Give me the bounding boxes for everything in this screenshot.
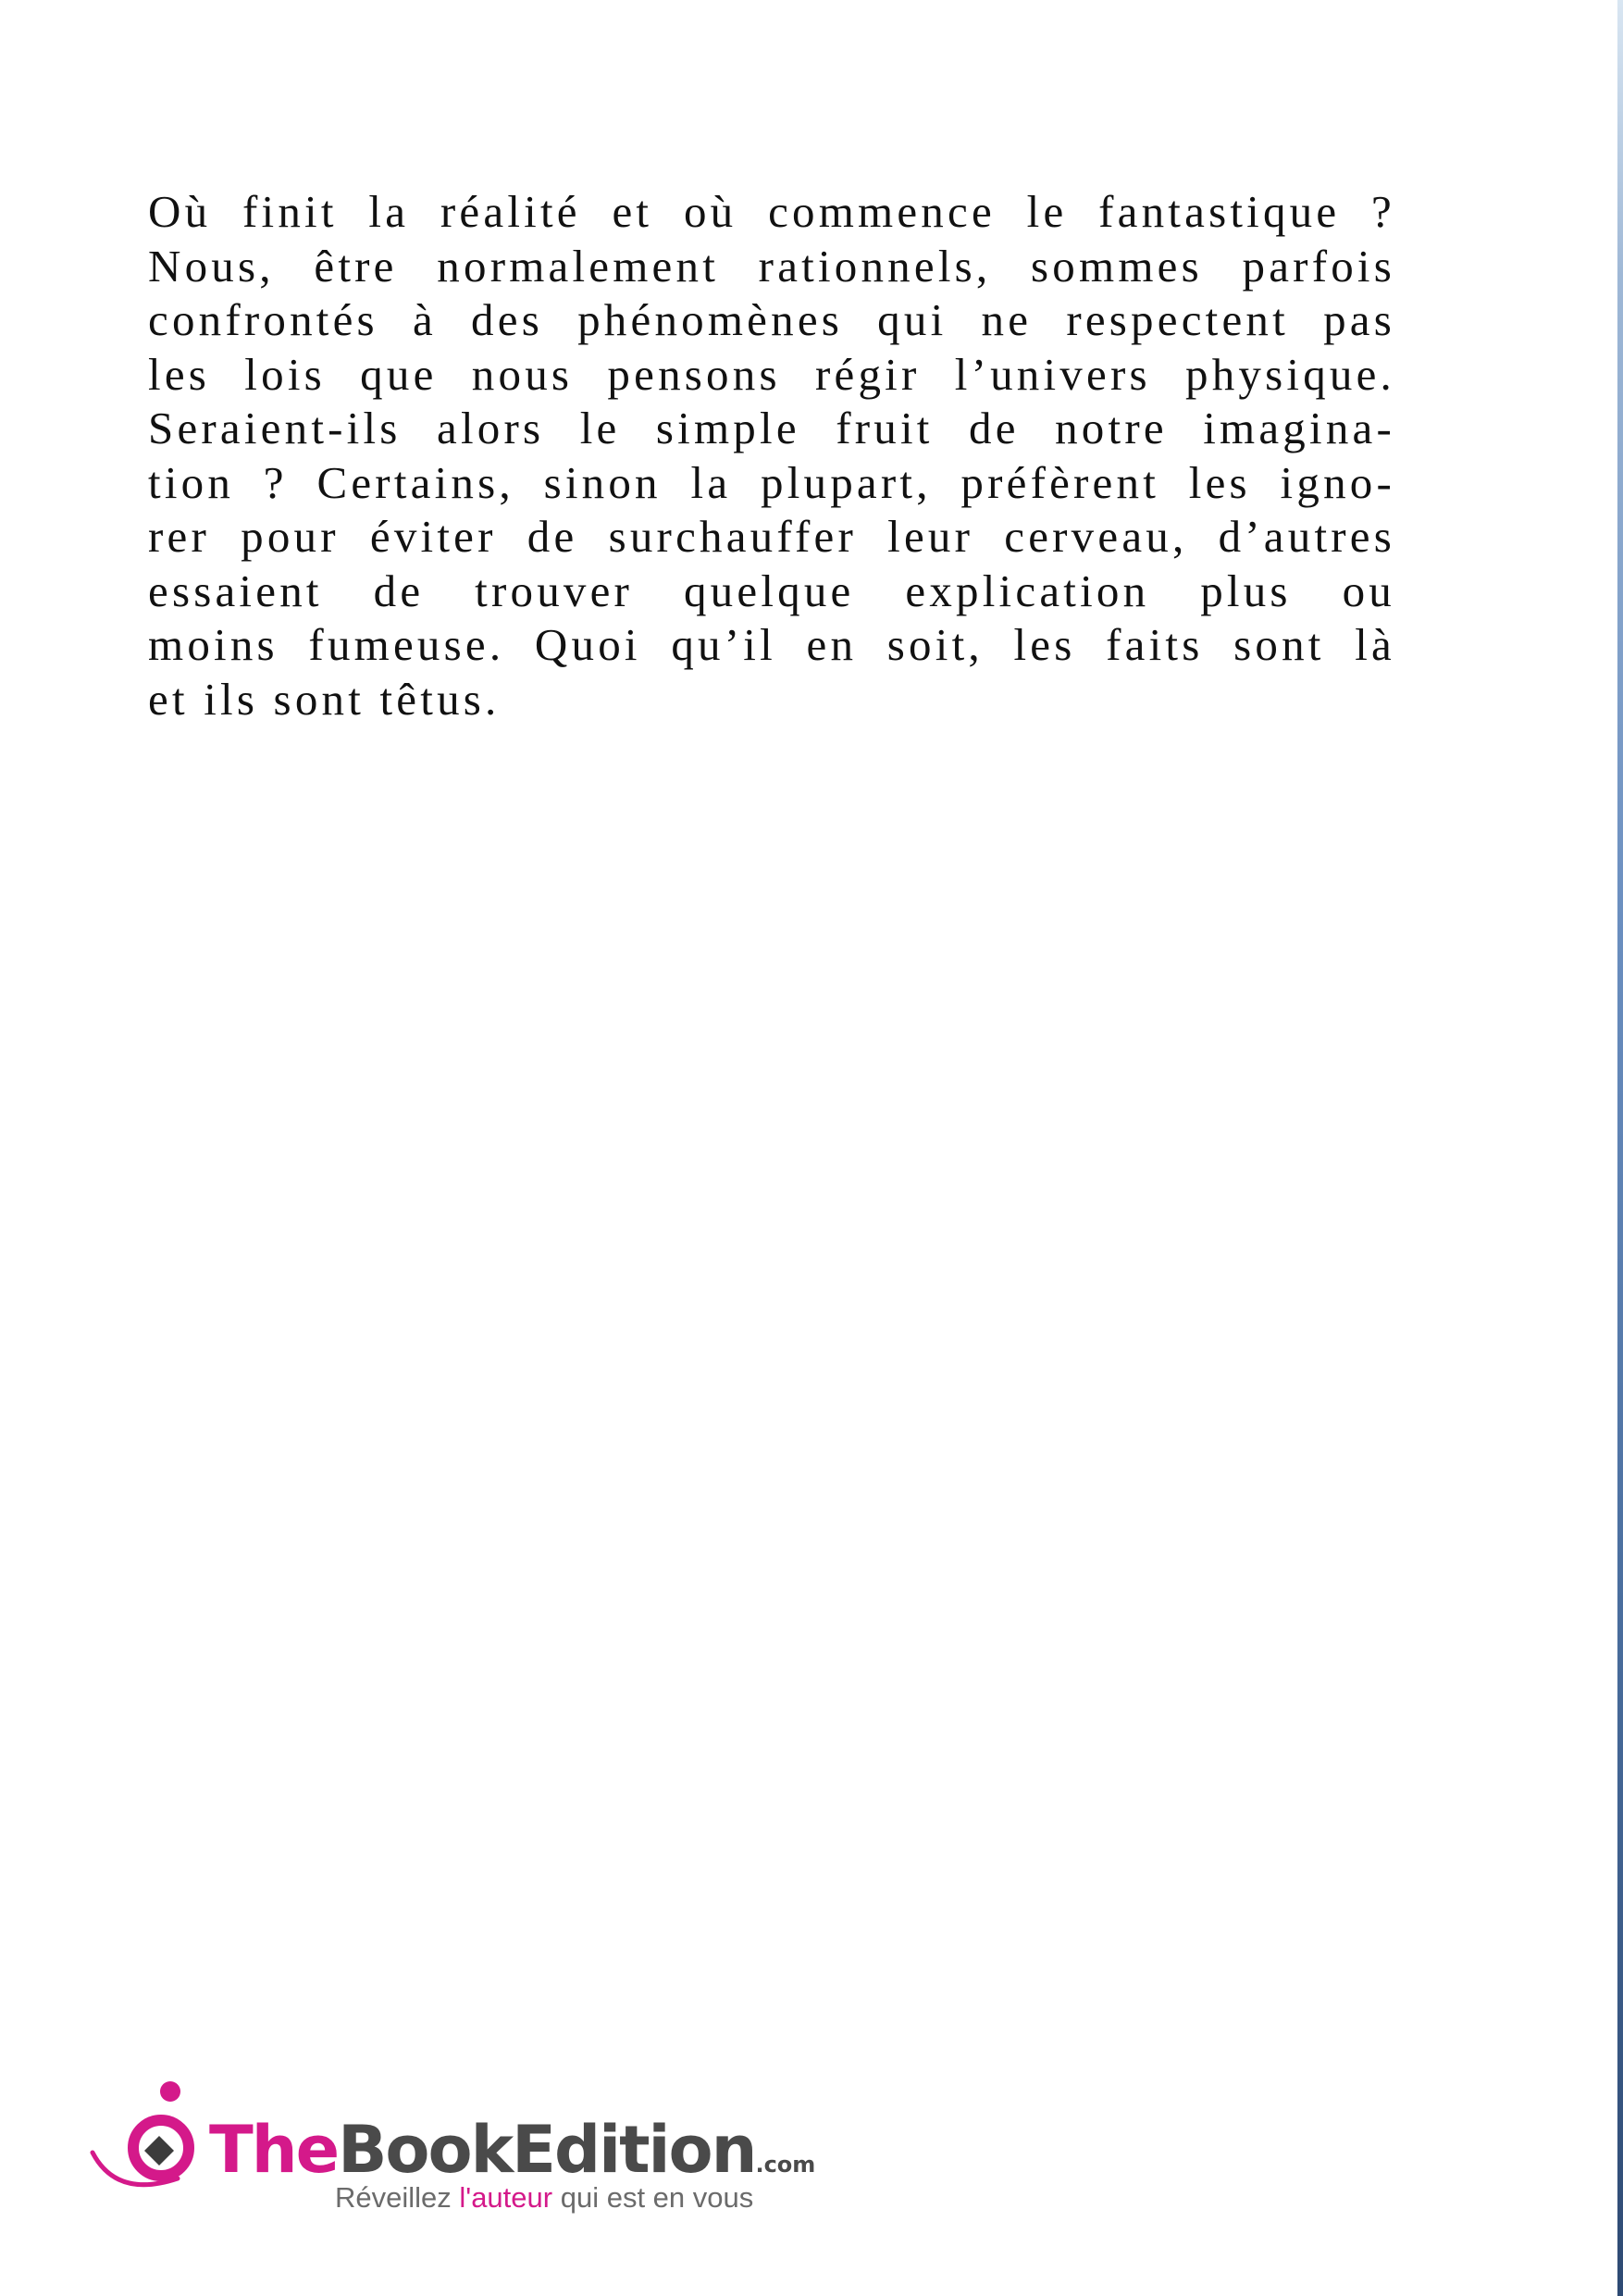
tagline-end: qui est en vous (552, 2181, 754, 2214)
logo-tagline (335, 2182, 753, 2214)
tagline-start: Réveillez (335, 2181, 460, 2214)
logo-word-com: .com (755, 2152, 816, 2178)
blurb-line: les lois que nous pensons régir l’univers physique. (148, 348, 1395, 400)
thebookedition-logo (89, 2079, 829, 2217)
blurb-line: rer pour éviter de surchauffer leur cerveau, d’autres (148, 511, 1395, 562)
thebookedition-emblem-icon (89, 2079, 209, 2199)
logo-word-the: The (209, 2112, 339, 2188)
blurb-line: moins fumeuse. Quoi qu’il en soit, les faits sont là (148, 619, 1395, 670)
blurb-line: et ils sont têtus. (148, 673, 501, 725)
blurb-line: tion ? Certains, sinon la plupart, préfèrent les igno- (148, 456, 1395, 508)
blurb-line: Nous, être normalement rationnels, sommes parfois (148, 240, 1395, 292)
blurb-line: confrontés à des phénomènes qui ne respectent pas (148, 294, 1395, 345)
blurb-line: Où finit la réalité et où commence le fantastique ? (148, 186, 1395, 237)
blurb-line: Seraient-ils alors le simple fruit de notre imagina- (148, 403, 1395, 453)
spine-edge (1617, 0, 1623, 2296)
logo-word-bookedition: BookEdition (338, 2112, 756, 2188)
back-cover-blurb (148, 185, 1395, 726)
blurb-line: essaient de trouver quelque explication plus ou (148, 565, 1395, 616)
tagline-accent: l'auteur (459, 2181, 553, 2214)
